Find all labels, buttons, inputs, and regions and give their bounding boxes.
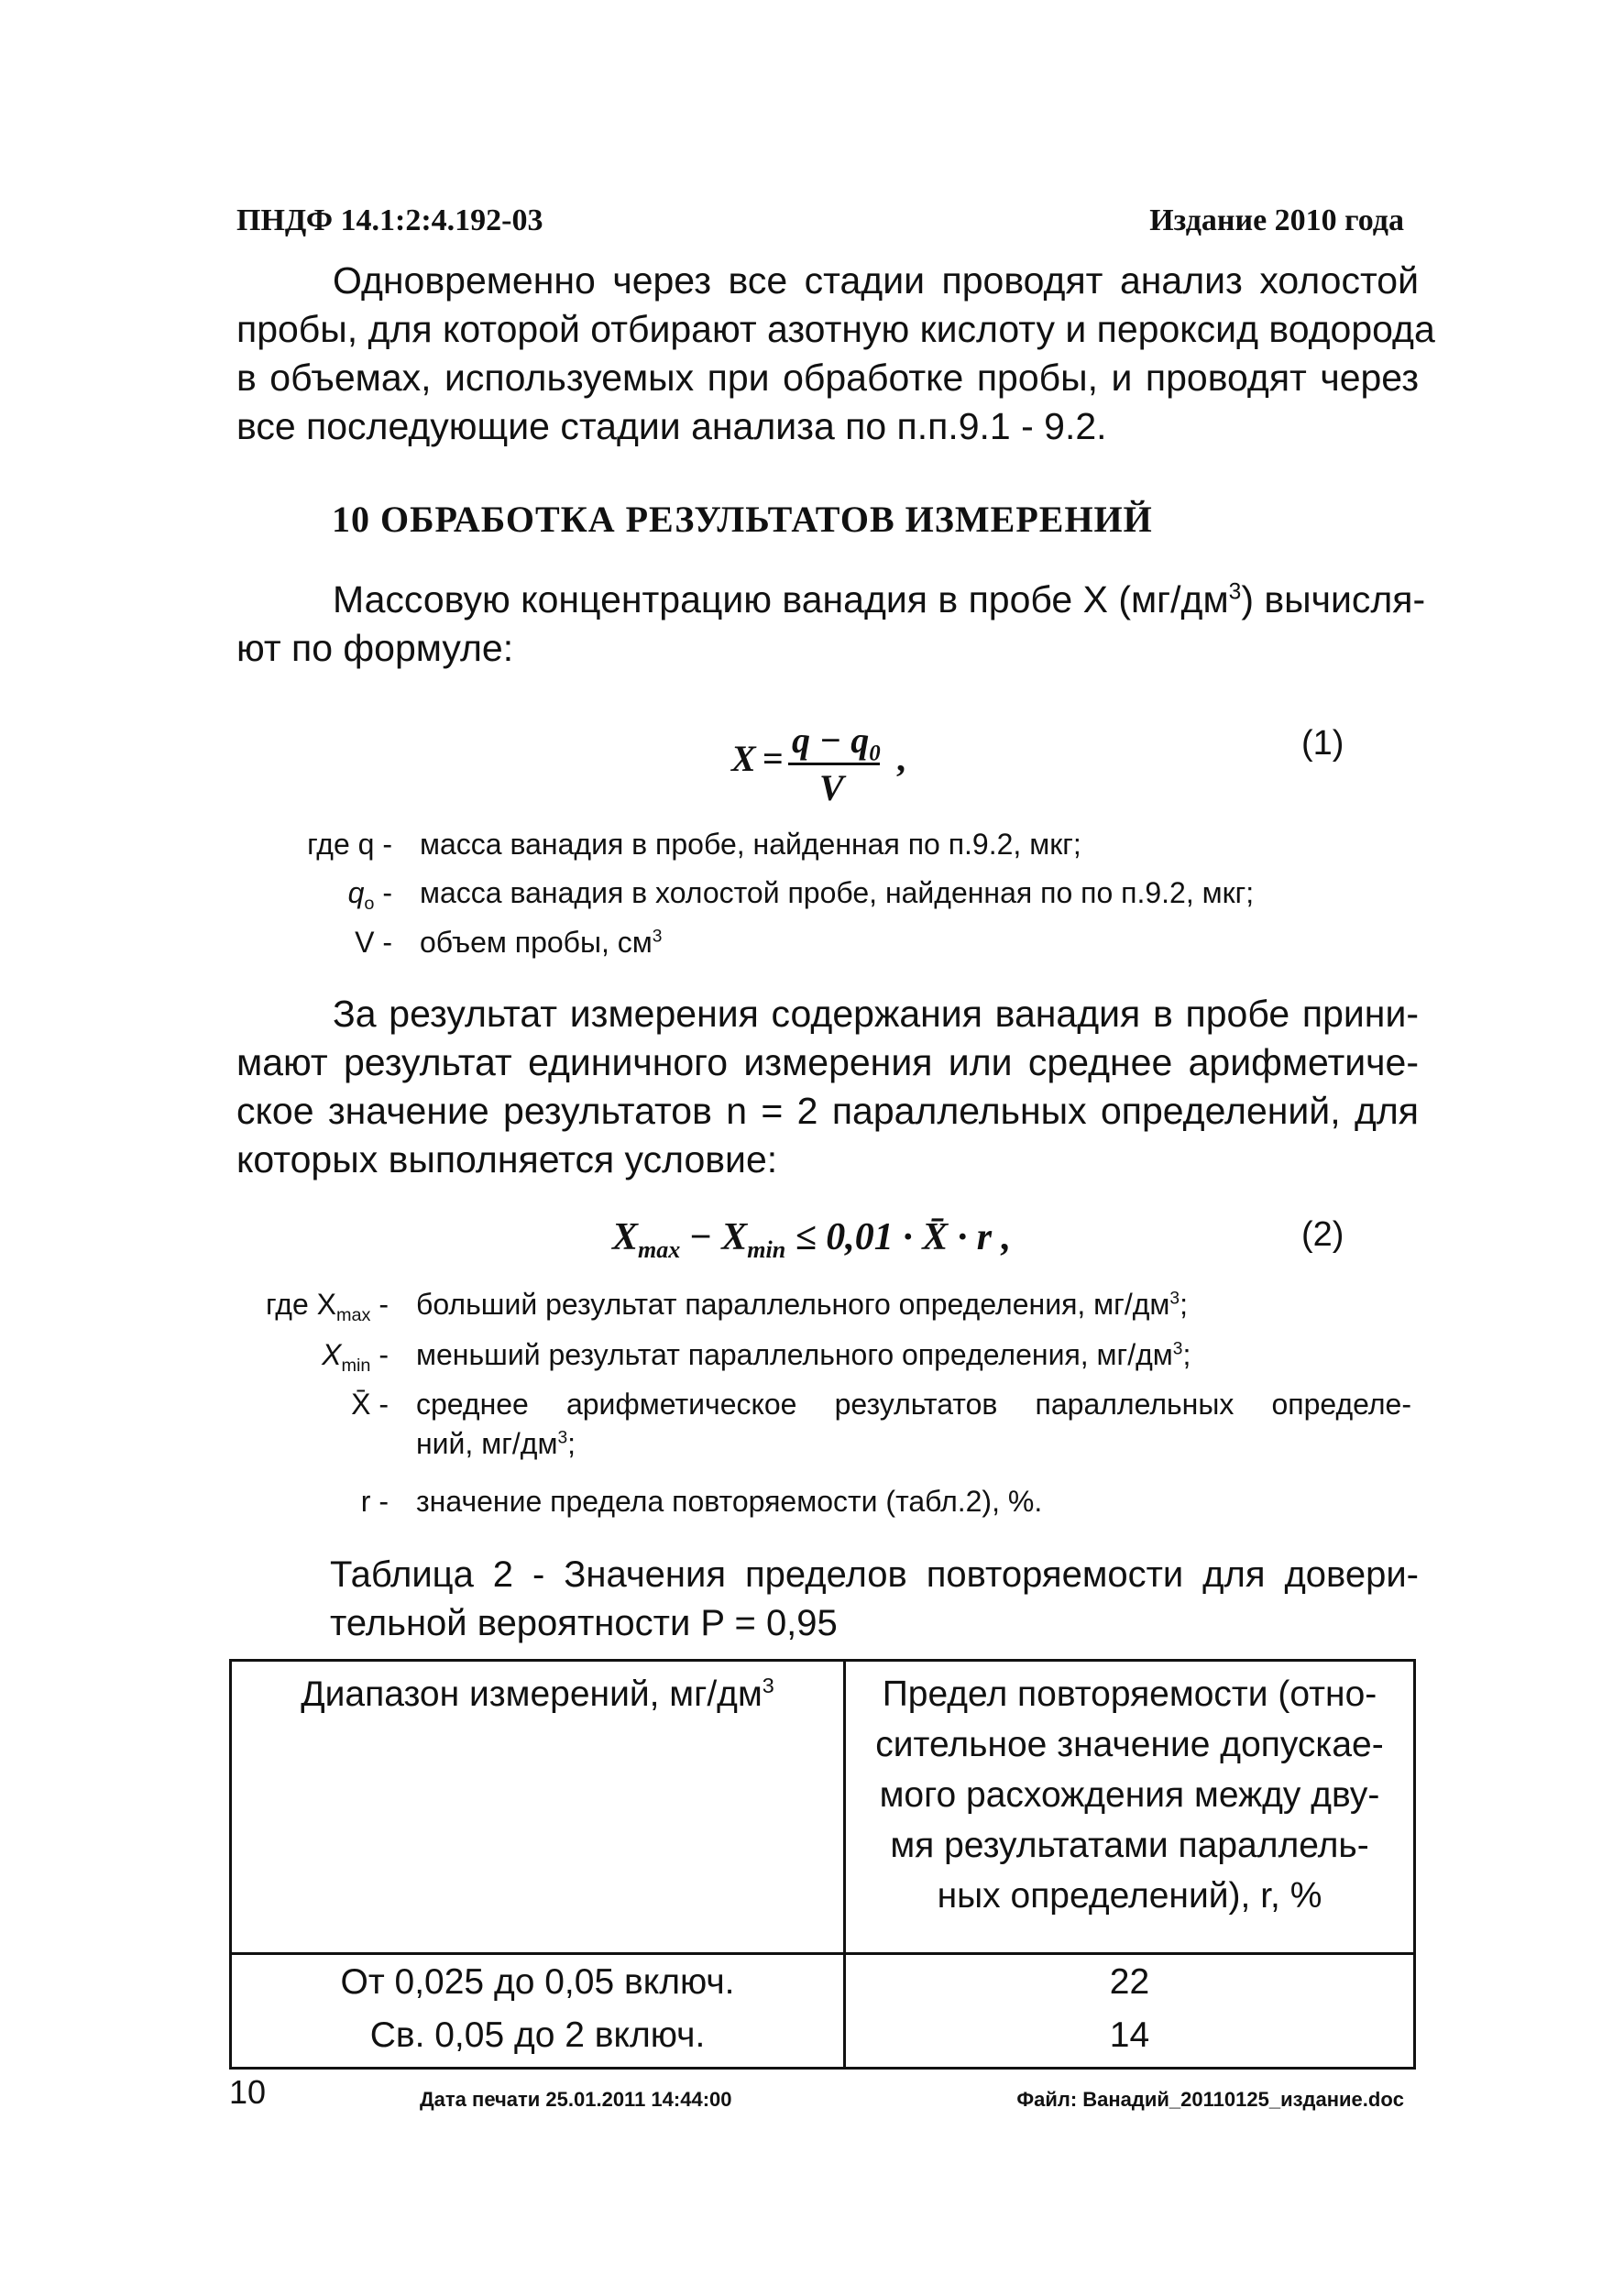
formula-denominator: V [819, 767, 844, 808]
text-line: Массовую концентрацию ванадия в пробе X $(мг/дм^3)$ вычисля- [333, 578, 1426, 620]
table-row [231, 1954, 1415, 2010]
document-code: ПНДФ 14.1:2:4.192-03 [236, 203, 543, 237]
print-date: Дата печати 25.01.2011 14:44:00 [420, 2088, 732, 2111]
table-2-caption [330, 1551, 1419, 1648]
text-line: которых выполняется условие: [236, 1138, 778, 1180]
value-cell: 14 [845, 2009, 1415, 2069]
text-line: мают результат единичного измерения или среднее арифметиче- [236, 1041, 1419, 1083]
section-heading: 10 ОБРАБОТКА РЕЗУЛЬТАТОВ ИЗМЕРЕНИЙ [332, 499, 1153, 540]
formula-numerator: $q - q_0$ [792, 719, 881, 766]
text-line: За результат измерения содержания ванадия в пробе прини- [333, 993, 1419, 1035]
page-number: 10 [229, 2073, 267, 2111]
file-name: Файл: Ванадий_20110125_издание.doc [1016, 2088, 1404, 2111]
formula-2: $X_{max} - X_{min} \le 0,01$ · X̄ · r , [612, 1216, 1012, 1264]
formula-2-number: (2) [1301, 1215, 1344, 1254]
paragraph-blank-sample [236, 257, 1435, 451]
text-line: тельной вероятности P = 0,95 [330, 1603, 838, 1643]
range-cell: От 0,025 до 0,05 включ. [231, 1954, 845, 2010]
range-cell: Св. 0,05 до 2 включ. [231, 2009, 845, 2069]
text-line: в объемах, используемых при обработке пробы, и проводят через [236, 357, 1419, 399]
edition-label: Издание 2010 года [1149, 203, 1404, 237]
text-line: Таблица 2 - Значения пределов повторяемости для довери- [330, 1554, 1419, 1595]
paragraph-result-condition [236, 990, 1419, 1184]
text-line: ют по формуле: [236, 627, 514, 669]
text-line: ское значение результатов n = 2 параллельных определений, для [236, 1090, 1419, 1132]
column-header-range: Диапазон измерений, $мг/дм^3$ [231, 1661, 845, 1954]
text-line: все последующие стадии анализа по п.п.9.1 - 9.2. [236, 405, 1107, 447]
value-cell: 22 [845, 1954, 1415, 2010]
text-line: пробы, для которой отбирают азотную кислоту и пероксид водорода [236, 308, 1435, 350]
formula-1-number: (1) [1301, 724, 1344, 763]
table-row [231, 2009, 1415, 2069]
text-line: Одновременно через все стадии проводят анализ холостой [333, 259, 1419, 302]
repeatability-table [229, 1659, 1416, 2070]
fraction-bar [788, 763, 880, 765]
table-header-row [231, 1661, 1415, 1954]
column-header-limit: Предел повторяемости (отно- сительное значение допускае- мого расхождения между дву- мя результатами параллель- ных определений), r, % [845, 1661, 1415, 1954]
paragraph-mass-concentration [236, 576, 1426, 673]
